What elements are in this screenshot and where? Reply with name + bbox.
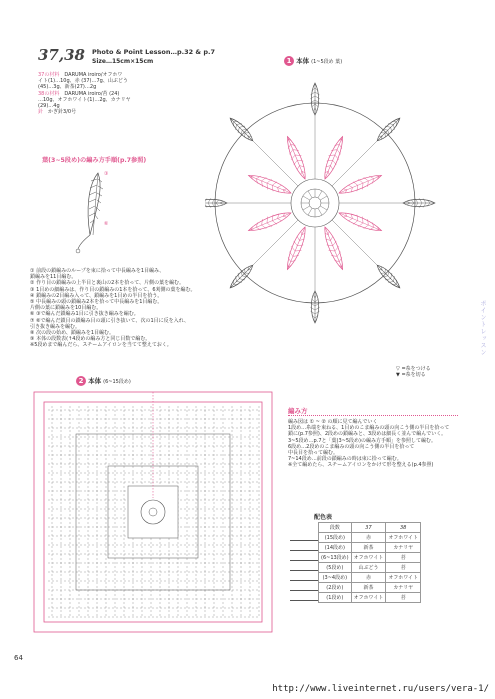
instruction-line: ④ 鎖編みの2目編み入って、鎖編みを1目めの半目を拾う。 [30, 292, 163, 299]
legend-attach: =糸をつける [401, 366, 431, 372]
table-cell: 苔 [386, 553, 421, 563]
svg-text:⑥: ⑥ [104, 221, 109, 227]
section2-header [76, 376, 131, 386]
table-cell: (14段め) [319, 543, 352, 553]
color-table-header-cell: 38 [386, 523, 421, 533]
section2-subtitle: (6~15段め) [103, 379, 131, 385]
lesson-ref: Photo & Point Lesson…p.32 & p.7 [92, 48, 215, 56]
section1-header [284, 56, 342, 66]
instructions-block [30, 268, 196, 349]
materials-37-brand: DARUMA iroiro/オフホワ [64, 72, 123, 78]
table-cell: 赤 [351, 573, 386, 583]
howto-line: 鎖に(p.7参照)、2段めの鎖編みと、3段めは細長く並んで編んでいく。 [288, 431, 447, 438]
table-cell: カナリヤ [386, 583, 421, 593]
howto-line: 編み図は ① ~ ② の順に見て編んでいく [288, 419, 378, 425]
section1-number: 1 [284, 56, 294, 66]
legend-cut: =糸を切る [401, 372, 426, 379]
section2-number: 2 [76, 376, 86, 386]
needle-label: 針 [38, 109, 44, 116]
materials-38-line3: (29)…4g [38, 103, 60, 110]
materials-37-line3: (45)…3g、新茶(27)…2g [38, 84, 97, 91]
instruction-line: ⑦ ⑥で編んだ鎖目の鎖編み目の頭に引き抜いて、次の1目に反を入れ、 [30, 317, 189, 324]
instruction-line: 引き抜き編みを編む。 [30, 323, 81, 330]
howto-block [288, 419, 449, 469]
side-tab: ポイントレッスン [479, 300, 486, 356]
howto-line: 中長目を拾って編む。 [288, 450, 339, 457]
table-row [319, 543, 421, 553]
instruction-line: ※5段めまで編んだら、スチームアイロンを当てて整えておく。 [30, 342, 172, 349]
materials-block [38, 72, 131, 115]
materials-38-line2: …10g、オフホワイト(1)…2g、カナリヤ [38, 96, 131, 103]
page-number: 64 [14, 654, 23, 662]
color-table [318, 522, 421, 603]
cut-yarn-icon: ▼ [396, 372, 400, 379]
table-row [319, 563, 421, 573]
table-cell: (15段め) [319, 533, 352, 543]
table-cell: 新茶 [351, 543, 386, 553]
pattern-number: 37,38 [38, 46, 85, 64]
instruction-line: ⑥ ③で編んだ鎖編み1目に引き抜き編みを編む。 [30, 311, 139, 318]
instruction-line: ① 前段の鎖編みのループを束に拾って中長編みを1目編み、 [30, 268, 165, 274]
howto-line: 3~5段め…p.7と「葉(3~5段め)の編み方手順」を参照して編む。 [288, 437, 436, 444]
color-table-title: 配色表 [314, 514, 333, 521]
howto-title: 編み方 [288, 407, 308, 415]
table-cell: 赤 [351, 533, 386, 543]
table-cell: (3~4段め) [319, 573, 352, 583]
table-cell: 苔 [386, 563, 421, 573]
section1-subtitle: (1~5段め 葉) [311, 59, 343, 65]
materials-38-label: 38の材料 [38, 90, 60, 97]
instruction-line: ③ 1目めの細編みは、作り目の鎖編みの1本を拾って、6刈側の葉を編む。 [30, 286, 196, 293]
table-row [319, 573, 421, 583]
howto-divider [288, 415, 458, 416]
section1-title: 本体 [296, 57, 310, 65]
table-cell: 山ぶどう [351, 563, 386, 573]
instruction-line: 片側の葉に鎖編みを10目編む。 [30, 305, 102, 312]
table-cell: (6~13段め) [319, 553, 352, 563]
materials-38-brand: DARUMA iroiro/苔 (24) [64, 90, 120, 97]
instruction-line: 鎖編みを11目編む。 [30, 274, 77, 281]
leaf-diagram-title: 葉(3~5段め)の編み方手順(p.7参照) [42, 157, 147, 164]
watermark: http://www.liveinternet.ru/users/vera-1/ [272, 684, 489, 694]
svg-text:③: ③ [104, 171, 109, 177]
motif-square-diagram [28, 386, 278, 638]
color-table-header-cell: 37 [351, 523, 386, 533]
instruction-line: ⑧ 次の段の始め、鎖編みを1目編む。 [30, 330, 115, 337]
materials-37-label: 37の材料 [38, 72, 60, 78]
instruction-line: ⑨ 本体の段数表(↑4段めの編み方と同じ目数で編む。 [30, 336, 151, 343]
howto-line: 7~14段め…前段の鎖編みの時は束に拾って編む。 [288, 456, 402, 463]
howto-line: 6段め…2段めのこま編みの頭の向こう側の半目を拾って [288, 443, 415, 450]
yarn-legend [396, 366, 431, 378]
howto-line: 1段め…糸端を束ねる、1目めのこま編みの頭の向こう側の半目を拾って [288, 425, 450, 432]
instruction-line: ② 作り目の鎖編みの上半目と裏山の2本を拾って、片側の葉を編む。 [30, 280, 185, 287]
howto-line: ※全て編めたら、スチームアイロンをかけて形を整える(p.4参照) [288, 462, 434, 469]
table-cell: オフホワイト [386, 533, 421, 543]
table-cell: (1段め) [319, 593, 352, 603]
instruction-line: ⑤ 中長編みの頭の鎖編み2本を拾って中長編みを1目編む。 [30, 299, 163, 306]
table-row [319, 593, 421, 603]
table-row [319, 583, 421, 593]
needle-value: かぎ針3/0号 [48, 109, 77, 116]
leaf-step-diagram [60, 165, 120, 260]
color-table-header [319, 523, 421, 533]
size-ref: Size…15cm×15cm [92, 58, 154, 65]
table-cell: オフホワイト [386, 573, 421, 583]
table-cell: (5段め) [319, 563, 352, 573]
section2-title: 本体 [88, 377, 102, 385]
motif-circular-diagram [205, 68, 475, 368]
materials-37-line2: イト(1)…10g、赤 (37)…7g、山ぶどう [38, 78, 128, 85]
table-cell: オフホワイト [351, 553, 386, 563]
table-cell: (2段め) [319, 583, 352, 593]
table-row [319, 553, 421, 563]
table-cell: 新茶 [351, 583, 386, 593]
attach-yarn-icon: ▽ [396, 366, 400, 372]
color-table-header-cell: 段数 [319, 523, 352, 533]
table-cell: 苔 [386, 593, 421, 603]
table-row [319, 533, 421, 543]
color-table-lines [290, 536, 318, 616]
table-cell: オフホワイト [351, 593, 386, 603]
table-cell: カナリヤ [386, 543, 421, 553]
